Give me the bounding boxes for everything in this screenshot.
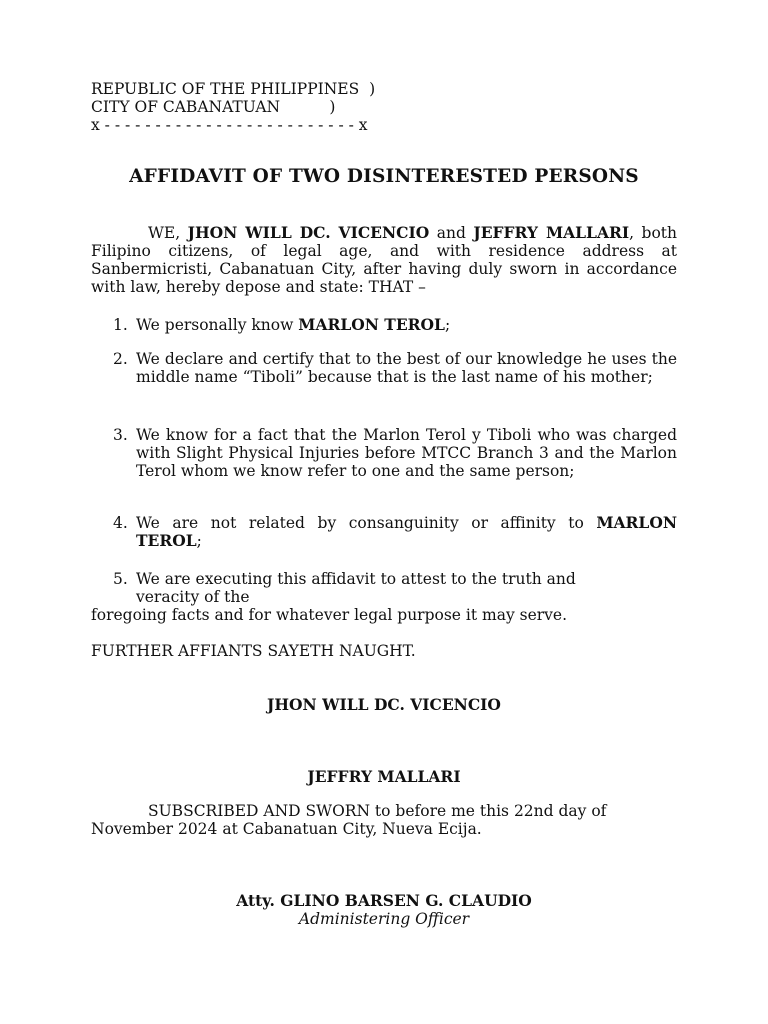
affiant-2-name: JEFFRY MALLARI <box>473 223 630 242</box>
item-text <box>136 316 677 334</box>
list-item <box>91 570 677 606</box>
item-text-part: ; <box>196 532 202 550</box>
affiant-1-name: JHON WILL DC. VICENCIO <box>187 223 430 242</box>
intro-we: WE, <box>148 224 188 242</box>
jurat-paragraph: SUBSCRIBED AND SWORN to before me this 22nd day of November 2024 at Cabanatuan City, Nueva Ecija. <box>91 802 607 838</box>
caption-city: CITY OF CABANATUAN ) <box>91 98 336 116</box>
item-text: We declare and certify that to the best of our knowledge he uses the middle name “Tiboli” because that is the last name of his mother; <box>136 350 677 386</box>
subject-name: MARLON TEROL <box>136 513 677 550</box>
officer-name: Atty. GLINO BARSEN G. CLAUDIO <box>236 891 532 910</box>
intro-paragraph <box>91 224 677 296</box>
caption-republic: REPUBLIC OF THE PHILIPPINES ) <box>91 80 376 98</box>
further-affiants: FURTHER AFFIANTS SAYETH NAUGHT. <box>91 642 416 660</box>
document-title: AFFIDAVIT OF TWO DISINTERESTED PERSONS <box>129 166 639 187</box>
list-item <box>91 426 677 480</box>
item-text-part: We personally know <box>136 316 299 334</box>
list-item <box>91 350 677 386</box>
item-number: 5. <box>113 570 128 588</box>
item-number: 2. <box>113 350 128 368</box>
item-text: We know for a fact that the Marlon Terol y Tiboli who was charged with Slight Physical Injuries before MTCC Branch 3 and the Marlon Terol whom we know refer to one and the same person; <box>136 426 677 480</box>
item-number: 3. <box>113 426 128 444</box>
intro-and: and <box>429 224 474 242</box>
item-text: We are executing this affidavit to attest to the truth and veracity of the <box>136 570 576 606</box>
signatory-2-name: JEFFRY MALLARI <box>307 767 461 786</box>
item-text-part: ; <box>444 316 451 334</box>
continuation-text: foregoing facts and for whatever legal purpose it may serve. <box>91 606 568 624</box>
subject-name: MARLON TEROL <box>298 315 445 334</box>
item-number: 1. <box>113 316 128 334</box>
intro-rest: , both Filipino citizens, of legal age, and with residence address at Sanbermicristi, Cabanatuan City, after having duly sworn in accordance with law, hereby depose and state: THAT – <box>91 224 677 296</box>
list-item <box>91 316 677 334</box>
officer-title: Administering Officer <box>298 910 470 928</box>
list-item <box>91 514 677 550</box>
item-number: 4. <box>113 514 128 532</box>
item-text <box>136 514 677 550</box>
item-text-part: We are not related by consanguinity or affinity to <box>136 514 597 532</box>
caption-divider: x - - - - - - - - - - - - - - - - - - - - - - - - - x <box>91 116 368 134</box>
signatory-1-name: JHON WILL DC. VICENCIO <box>267 695 501 714</box>
